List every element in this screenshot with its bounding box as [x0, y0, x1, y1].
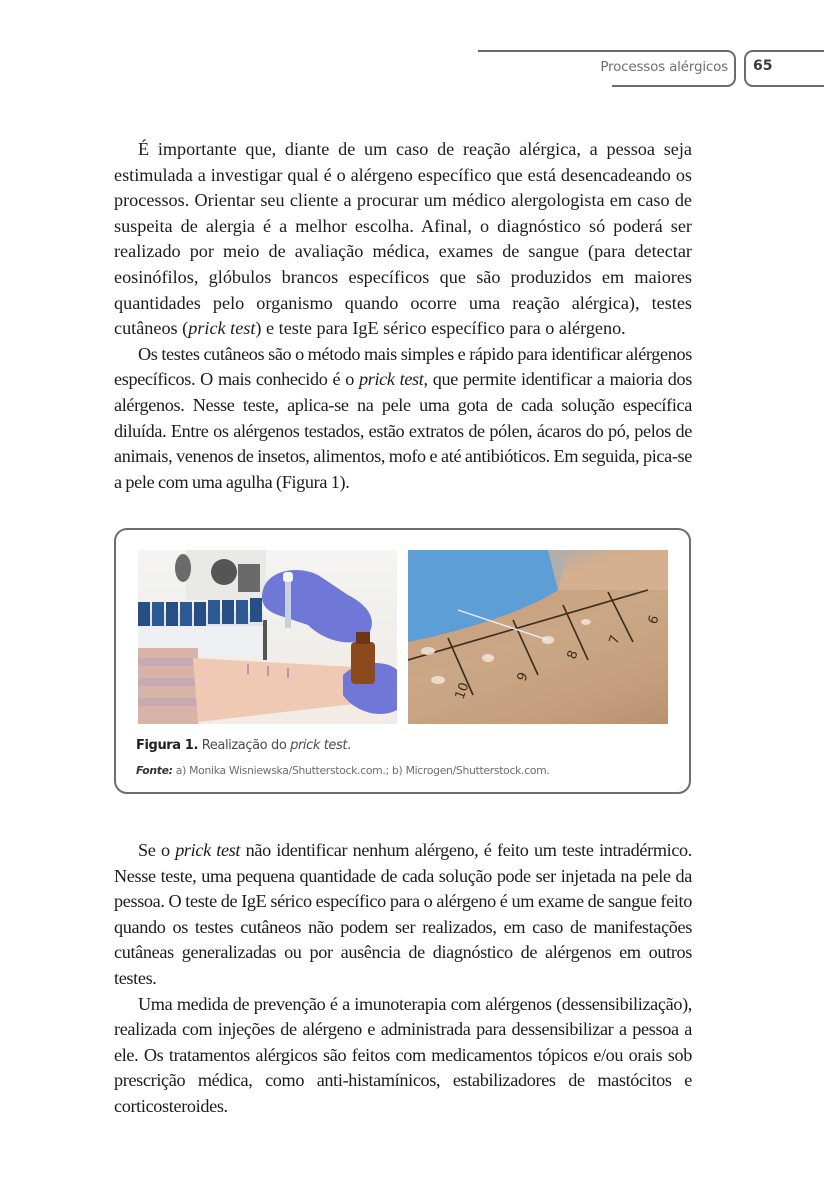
source-label: Fonte: [136, 764, 173, 777]
skin-number: 9 [514, 670, 532, 684]
photo-b-illustration [408, 550, 668, 724]
blue-glove [408, 550, 568, 642]
paragraph-text: É importante que, diante de um caso de reação alérgica, a pessoa seja estimulada a investigar qual é o alérgeno específico que está desencadeando os processos. Orientar seu cliente a procurar um médico alergologista em caso de suspeita de alergia é a melhor escolha. Afinal, o diagnóstico só poderá ser realizado por meio de avaliação médica, exames de sangue (para detectar eosinófilos, glóbulos brancos específicos que são produzidos em maiores quantidades pelo organismo quando ocorre uma reação alérgica), testes cutâneos ( [114, 139, 692, 339]
microscope-knob-left [175, 554, 191, 582]
paragraph-text: Se o [138, 840, 176, 860]
skin-number: 7 [606, 633, 624, 647]
paragraph-text: Uma medida de prevenção é a imunoterapia com alérgenos (dessensibilização), realizada com injeções de alérgeno e administrada para dessensibilizar a pessoa a ele. Os tratamentos alérgicos são feitos com medicamentos tópicos e/ou orais sob prescrição médica, como anti-histamínicos, estabilizadores de mastócitos e corticosteroides. [114, 993, 692, 1116]
caption-end: . [347, 738, 351, 753]
italic-term: prick test [175, 840, 241, 860]
photo-b-skin-grid [408, 550, 668, 724]
figure-source [136, 764, 549, 777]
skin-number: 6 [645, 613, 663, 627]
dropper [285, 578, 291, 628]
paragraph-prevention [114, 992, 692, 1120]
skin-number: 8 [564, 648, 582, 662]
skin-number: 10 [452, 680, 473, 702]
paragraph-text: Os testes cutâneos são o método mais simples e rápido para identificar alérgenos específicos. O mais conhecido é o [114, 343, 692, 390]
paragraph-text: não identificar nenhum alérgeno, é feito um teste intradérmico. Nesse teste, uma pequena quantidade de cada solução pode ser injetada na pele da pessoa. O teste de IgE sérico específico para o alérgeno é um exame de sangue feito quando os testes cutâneos não podem ser realizados, em caso de manifestações cutâneas generalizadas ou por ausência de diagnóstico de alérgenos em outros testes. [114, 840, 692, 988]
italic-term: prick test [188, 318, 256, 339]
page-number: 65 [753, 58, 773, 74]
paragraph-text: , que permite identificar a maioria dos alérgenos. Nesse teste, aplica-se na pele uma gota de cada solução específica diluída. Entre os alérgenos testados, estão extratos de pólen, ácaros do pó, pelos de animais, venenos de insetos, alimentos, mofo e até antibióticos. Em seguida, pica-se a pele com uma agulha (Figura 1). [114, 369, 692, 492]
figure-1 [114, 528, 691, 794]
caption-italic-term: prick test [290, 738, 348, 753]
italic-term: prick test [359, 369, 424, 390]
paragraph-diagnosis [114, 137, 692, 342]
photo-a-dropper-on-forearm [138, 550, 397, 724]
source-text: a) Monika Wisniewska/Shutterstock.com.; b) Microgen/Shutterstock.com. [175, 764, 550, 777]
photo-a-illustration [138, 550, 397, 724]
paragraph-text: ) e teste para IgE sérico específico para o alérgeno. [255, 318, 626, 339]
gloved-hand [262, 570, 372, 642]
caption-text: Realização do [201, 738, 291, 753]
figure-caption [136, 738, 351, 753]
body-text-bottom [114, 838, 692, 1120]
figure-label: Figura 1. [136, 738, 198, 753]
microscope-knob [211, 559, 237, 585]
microscope-part [238, 564, 260, 592]
running-header-title: Processos alérgicos [600, 59, 728, 75]
amber-bottle [351, 642, 375, 684]
paragraph-skin-tests [114, 342, 692, 496]
body-text-top [114, 137, 692, 495]
paragraph-intradermal [114, 838, 692, 992]
